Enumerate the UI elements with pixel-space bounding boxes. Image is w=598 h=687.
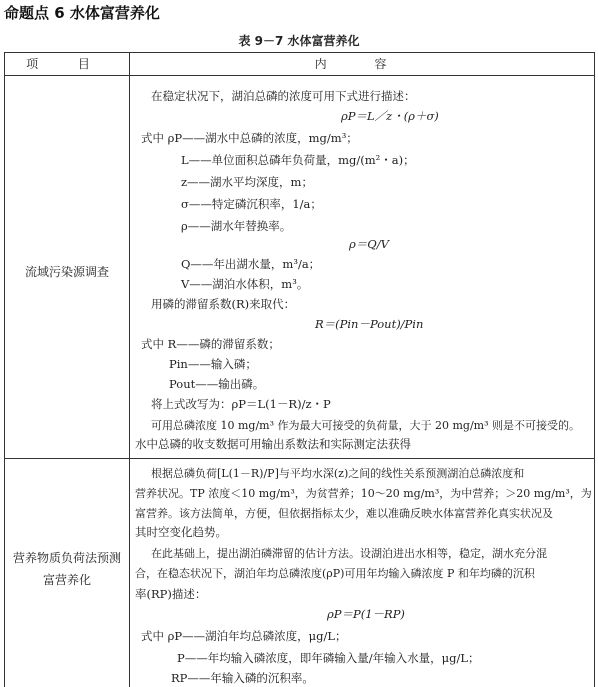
row-1-line: Pin——输入磷； — [169, 357, 257, 371]
row-2-line: 其时空变化趋势。 — [135, 525, 227, 539]
row-1-line: Pout——输出磷。 — [169, 377, 265, 391]
row-1-line: 用磷的滞留系数(R)来取代： — [151, 297, 296, 311]
row-1-line: 式中 ρP——湖水中总磷的浓度，mg/m³； — [141, 131, 358, 145]
table-header-row — [5, 53, 594, 76]
row-2-line: P——年均输入磷浓度，即年磷输入量/年输入水量，μg/L； — [177, 651, 480, 665]
row-1-line: 在稳定状况下，湖泊总磷的浓度可用下式进行描述： — [151, 89, 416, 103]
row-1-item: 流域污染源调查 — [24, 265, 109, 279]
row-1-line: 可用总磷浓度 10 mg/m³ 作为最大可接受的负荷量，大于 20 mg/m³ 则是不可接受的。 — [151, 419, 581, 432]
row-2-line: 式中 ρP——湖泊年均总磷浓度，μg/L； — [141, 629, 347, 643]
row-2-formula: ρP＝P(1－RP) — [327, 607, 405, 621]
row-2-line: 率(RP)描述： — [135, 587, 207, 601]
row-1-line: 式中 R——磷的滞留系数； — [141, 337, 280, 351]
row-1-formula: R＝(Pin－Pout)/Pin — [315, 317, 424, 331]
row-2-line: 合，在稳态状况下，湖泊年均总磷浓度(ρP)可用年均输入磷浓度 P 和年均磷的沉积 — [135, 567, 535, 580]
row-1-line: ρ——湖水年替换率。 — [181, 219, 292, 233]
row-2-item: 营养物质负荷法预测富营养化 — [12, 551, 121, 587]
row-1-line: 水中总磷的收支数据可用输出系数法和实际测定法获得 — [135, 437, 411, 451]
row-2-line: 在此基础上，提出湖泊磷滞留的估计方法。设湖泊进出水相等，稳定，湖水充分混 — [151, 547, 547, 560]
row-1-formula: ρP＝L／z・(ρ＋σ) — [341, 109, 439, 123]
column-divider — [129, 53, 130, 687]
row-1-line: V——湖泊水体积，m³。 — [181, 277, 309, 291]
row-1-formula: ρ＝Q/V — [349, 237, 389, 251]
row-2-line: 营养状况。TP 浓度＜10 mg/m³，为贫营养；10～20 mg/m³，为中营养；＞20 mg/m³，为 — [135, 487, 592, 500]
row-2-line: 富营养。该方法简单，方便，但依据指标太少，难以准确反映水体富营养化真实状况及 — [135, 507, 553, 520]
row-2-line: 根据总磷负荷[L(1－R)/P]与平均水深(z)之间的线性关系预测湖泊总磷浓度和 — [151, 467, 525, 480]
row-1-line: 将上式改写为：ρP＝L(1－R)/z・P — [151, 397, 331, 411]
row-1-line: Q——年出湖水量，m³/a； — [181, 257, 321, 271]
data-table — [4, 52, 595, 687]
row-2-line: RP——年输入磷的沉积率。 — [171, 671, 314, 685]
header-item: 项 目 — [26, 57, 108, 71]
header-content: 内 容 — [314, 57, 409, 71]
row-1-line: σ——特定磷沉积率，1/a； — [181, 197, 322, 211]
table-caption: 表 9－7 水体富营养化 — [238, 34, 360, 48]
row-1-line: L——单位面积总磷年负荷量，mg/(m²・a)； — [181, 153, 415, 167]
page-heading: 命题点 6 水体富营养化 — [4, 4, 160, 22]
row-1-line: z——湖水平均深度，m； — [181, 175, 313, 189]
row-divider — [5, 458, 594, 459]
